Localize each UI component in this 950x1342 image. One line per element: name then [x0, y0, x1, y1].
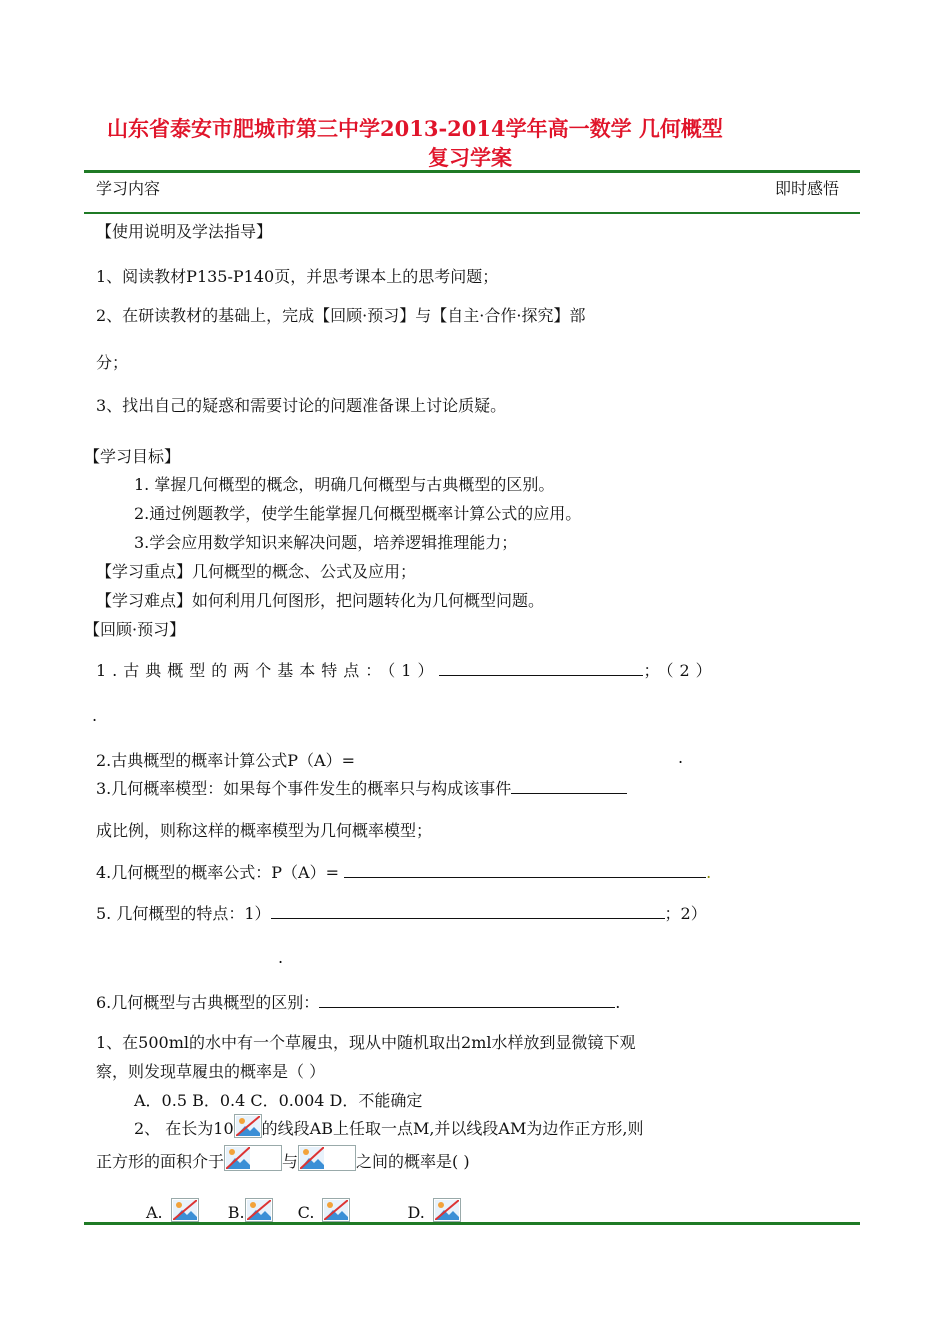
q3-text: 3.几何概率模型：如果每个事件发生的概率只与构成该事件 — [96, 779, 512, 798]
option-c-image-icon — [322, 1198, 350, 1222]
goal-item-2: 2.通过例题教学，使学生能掌握几何概型概率计算公式的应用。 — [134, 504, 582, 523]
q3-blank[interactable] — [511, 792, 627, 794]
review-q1 — [96, 658, 718, 681]
formula-image-icon — [298, 1145, 356, 1171]
option-b-label: B. — [227, 1203, 245, 1222]
goals-heading: 【学习目标】 — [84, 447, 181, 466]
q2-tail: . — [678, 748, 684, 767]
column-header-right: 即时感悟 — [775, 179, 840, 198]
q1-blank-1[interactable] — [439, 674, 643, 676]
review-q5 — [96, 901, 707, 924]
review-q6 — [96, 990, 620, 1013]
page-title-line2: 复习学案 — [428, 145, 512, 170]
page-title-line1: 山东省泰安市肥城市第三中学2013-2014学年高一数学 几何概型 — [107, 116, 723, 141]
q4-blank[interactable] — [344, 876, 706, 878]
q1-text: 1.古典概型的两个基本特点：（1） — [96, 661, 440, 680]
q4-tail: . — [706, 863, 712, 882]
option-b-image-icon — [245, 1198, 273, 1222]
e2-part-d: 与 — [282, 1152, 299, 1171]
option-c-label: C. — [297, 1203, 315, 1222]
footer-divider — [84, 1222, 860, 1225]
e2-part-c: 正方形的面积介于 — [96, 1152, 225, 1171]
q4-text: 4.几何概型的概率公式：P（A）= — [96, 863, 339, 882]
option-d-label: D. — [407, 1203, 425, 1222]
difficult-points: 【学习难点】如何利用几何图形，把问题转化为几何概型问题。 — [96, 591, 545, 610]
formula-image-icon — [234, 1114, 262, 1138]
guide-item-3: 3、找出自己的疑惑和需要讨论的问题准备课上讨论质疑。 — [96, 396, 507, 415]
goal-item-3: 3.学会应用数学知识来解决问题，培养逻辑推理能力； — [134, 533, 518, 552]
q2-text: 2.古典概型的概率计算公式P（A）= — [96, 751, 355, 770]
q1-mid: ；（2） — [643, 661, 718, 680]
q3-line2: 成比例，则称这样的概率模型为几何概率模型； — [96, 821, 433, 840]
exercise-2-options — [146, 1198, 461, 1222]
column-header-left: 学习内容 — [96, 179, 161, 198]
exercise-2-line2 — [96, 1145, 470, 1172]
q5-text: 5. 几何概型的特点：1） — [96, 904, 271, 923]
q5-tail: . — [278, 948, 284, 967]
guide-item-1: 1、阅读教材P135-P140页，并思考课本上的思考问题； — [96, 267, 499, 286]
q5-mid: ；2） — [664, 904, 707, 923]
e2-part-b: 的线段AB上任取一点M,并以线段AM为边作正方形,则 — [261, 1119, 644, 1138]
exercise-1-line1: 1、在500ml的水中有一个草履虫，现从中随机取出2ml水样放到显微镜下观 — [96, 1033, 636, 1052]
review-q4 — [96, 860, 711, 883]
q5-blank[interactable] — [271, 917, 665, 919]
goal-item-1: 1. 掌握几何概型的概念，明确几何概型与古典概型的区别。 — [134, 475, 555, 494]
formula-image-icon — [224, 1145, 282, 1171]
q6-tail: . — [615, 993, 621, 1012]
exercise-1-line2: 察，则发现草履虫的概率是（ ） — [96, 1062, 326, 1081]
guide-item-2: 2、在研读教材的基础上，完成【回顾·预习】与【自主·合作·探究】部 — [96, 306, 586, 325]
title-divider — [84, 170, 860, 173]
q6-blank[interactable] — [319, 1006, 615, 1008]
header-divider — [84, 212, 860, 214]
review-heading: 【回顾·预习】 — [84, 620, 186, 639]
e2-part-e: 之间的概率是( ) — [356, 1152, 470, 1171]
q6-text: 6.几何概型与古典概型的区别： — [96, 993, 320, 1012]
exercise-1-options: A．0.5 B．0.4 C．0.004 D．不能确定 — [134, 1091, 423, 1110]
guide-heading: 【使用说明及学法指导】 — [96, 222, 273, 241]
exercise-2-line1 — [134, 1114, 643, 1139]
review-q2 — [96, 748, 355, 771]
option-a-image-icon — [171, 1198, 199, 1222]
guide-item-2-cont: 分； — [96, 353, 129, 372]
e2-part-a: 2、 在长为10 — [134, 1119, 234, 1138]
review-q3 — [96, 776, 627, 799]
q1-tail: . — [92, 706, 98, 725]
option-d-image-icon — [433, 1198, 461, 1222]
key-points: 【学习重点】几何概型的概念、公式及应用； — [96, 562, 417, 581]
option-a-label: A. — [146, 1203, 163, 1222]
